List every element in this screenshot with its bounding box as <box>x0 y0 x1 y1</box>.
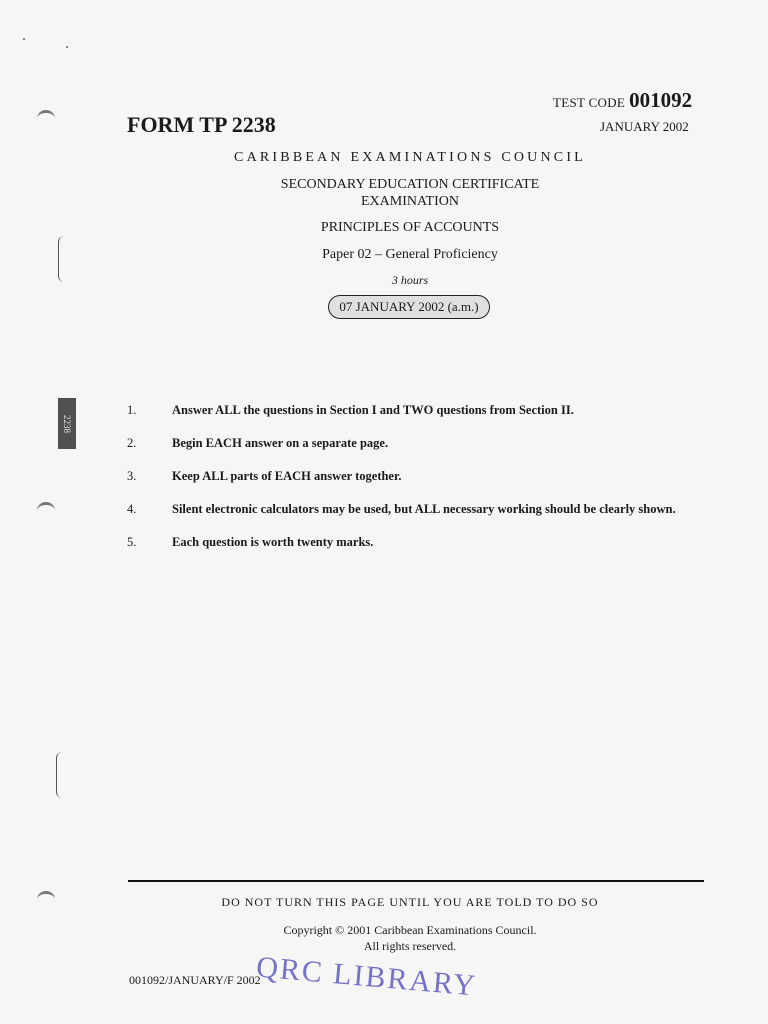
instruction-number: 3. <box>127 469 137 483</box>
rights-line: All rights reserved. <box>363 939 457 953</box>
instruction-item <box>127 436 727 469</box>
scan-speck <box>66 46 68 48</box>
instruction-text: Each question is worth twenty marks. <box>172 535 374 549</box>
scan-speck <box>23 38 25 40</box>
certificate-title <box>0 176 768 210</box>
instruction-item <box>127 535 727 568</box>
council-name: CARIBBEAN EXAMINATIONS COUNCIL <box>234 150 586 165</box>
certificate-line-1: SECONDARY EDUCATION CERTIFICATE <box>280 177 540 192</box>
instruction-text: Answer ALL the questions in Section I and TWO questions from Section II. <box>172 403 574 417</box>
test-code-label: TEST CODE <box>553 95 626 110</box>
side-tab <box>58 398 76 449</box>
instruction-item <box>127 403 727 436</box>
instruction-text: Begin EACH answer on a separate page. <box>172 436 389 450</box>
do-not-turn-warning: DO NOT TURN THIS PAGE UNTIL YOU ARE TOLD TO DO SO <box>221 895 599 909</box>
binder-hole-mark <box>37 502 55 519</box>
library-stamp: QRC LIBRARY <box>255 950 479 1003</box>
instruction-item <box>127 469 727 502</box>
instructions-list <box>127 403 727 568</box>
subject-title: PRINCIPLES OF ACCOUNTS <box>320 220 500 235</box>
instruction-item <box>127 502 727 535</box>
test-code <box>553 88 692 113</box>
certificate-line-2: EXAMINATION <box>361 194 459 209</box>
instruction-number: 2. <box>127 436 137 450</box>
margin-mark <box>58 236 64 282</box>
instruction-text: Keep ALL parts of EACH answer together. <box>172 469 402 483</box>
form-number: FORM TP 2238 <box>127 112 276 137</box>
instruction-number: 4. <box>127 502 137 516</box>
instruction-number: 5. <box>127 535 137 549</box>
test-code-number: 001092 <box>629 88 693 112</box>
side-tab-label: 2238 <box>62 414 72 433</box>
margin-mark <box>56 752 62 798</box>
instruction-number: 1. <box>127 403 137 417</box>
instruction-text: Silent electronic calculators may be used, but ALL necessary working should be clearly shown. <box>172 502 676 516</box>
exam-date-badge: 07 JANUARY 2002 (a.m.) <box>328 295 490 319</box>
exam-month: JANUARY 2002 <box>600 119 689 134</box>
binder-hole-mark <box>37 110 55 127</box>
copyright-line: Copyright © 2001 Caribbean Examinations Council. <box>283 923 537 937</box>
footer-rule <box>128 880 704 882</box>
paper-title: Paper 02 – General Proficiency <box>322 247 498 262</box>
footer-code: 001092/JANUARY/F 2002 <box>129 973 261 987</box>
exam-duration: 3 hours <box>391 273 429 287</box>
